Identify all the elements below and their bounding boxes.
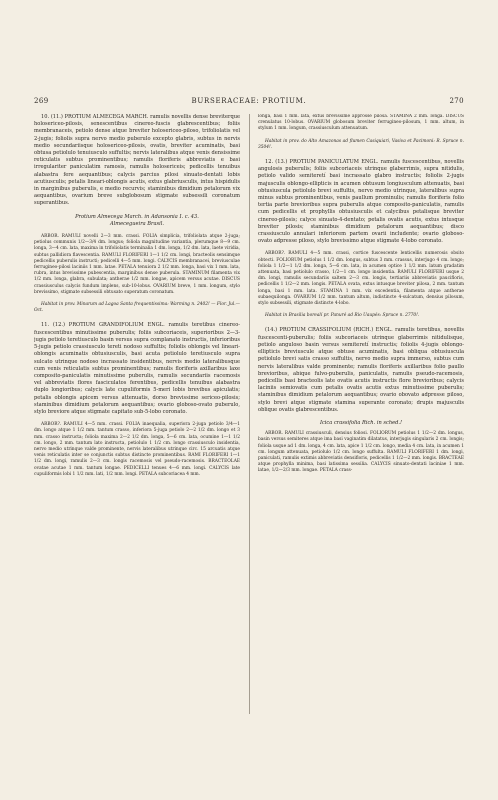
left-column (34, 114, 240, 774)
species-14-synonym: Icica crassifolia Rich. in sched.! (319, 419, 403, 426)
running-header (34, 97, 464, 109)
species-11-diagnosis: 11. (12.) PROTIUM GRANDIFOLIUM ENGL. ramulis teretibus cinereo-fuscescentibus minutissime puberulis; foliis subcoriaceis, superioribus 2—3-jugis petiolo teretiusculo basin versus supra complanato instructis, inferioribus 5-jugis petiolo crassiusculo tereti nodoso suffultis; foliolis oblongis vel lineari-oblongis acuminatis obtusiusculis, basi acuta petiolulo teretiusculo supra sulcato utrinque nodoso incrassato insidentibus, nervis medio lateralibusque cum venis reticulatis subtus prominentibus; ramulis floriferis axillaribus laxe composito-paniculatis minutissime puberulis, ramulis secundariis racemosis vel abbreviatis flores fasciculatos ferentibus, pedicellis tenuibus alabastra duplo longioribus; calycis late cupuliformis 5-meri lobis brevibus apiculatis; petalis oblongis apicem versus attenuatis, dorso brevissime sericeo-pilosis; staminibus dimidium petalorum aequantibus; ovario globoso-ovato puberulo, stylo breviore atque stigmate capitato sub-5-lobo coronato. (34, 322, 240, 415)
species-11-habitat: Habitat in prov. do Alto Amazonas ad flumen Casiquiari, Vasiva et Pacimoni: R. Spruce n. 3504!. (258, 138, 464, 150)
page-number-left: 269 (34, 97, 49, 105)
species-10-description: ARBOR. RAMULI novelli 2—3 mm. crassi. FOLIA simplicia, trifoliolata atque 2-juga; petiolus communis 1/2—3/4 dm. longus; foliola magnitudine variantia, plerumque 8—9 cm. longa, 3—4 cm. lata, maxima in trifoliolatis terminalia 1 dm. longa, 1/2 dm. lata, laete viridia, subtus pallidiora flavescentia. RAMULI FLORIFERI 1—1 1/2 cm. longi, bracteolis sensimque pedicellis puberulis instructi; pedicelli 4—5 mm. longi. CALYCIS membranacei, breviusculae ferrugineo-pilosi laciniis 1 mm. latae. PETALA tenuiora 2 1/2 mm. longa, basi vix 1 mm. lata, rubra, intus brevissime pubescentia, marginibus dense puberula. STAMINUM filamenta vix 1/2 mm. longa, glabra, subulata; antherae 1/2 mm. longae, apicem versus acutae. DISCUS crassiusculus calycis fundum implens, sub-10-lobus. OVARIUM breve, 1 mm. longum, stylo brevissimo, stigmate subsessili obtusato superatum coronatum. (34, 234, 240, 295)
species-10-habitat: Habitat in prov. Minarum ad Lagoa Santa frequentissima: Warming n. 2402! — Flor. Jul.—Oct. (34, 302, 240, 314)
page-number-right: 270 (449, 97, 464, 105)
species-10-synonym: Protium Almecega March. in Adansonia I. c. 43. (75, 213, 199, 220)
species-14-diagnosis: (14.) PROTIUM CRASSIFOLIUM (RICH.) ENGL. ramulis teretibus, novellis fuscescenti-puberulis; foliis subcoriaceis utrinque glaberrimis nitidulisque, petiolo angulosо basin versus semiteretí instructis; foliolis 4-jugis oblongo-ellipticis breviusculе atque obtuse acuminatis, basi obliqua obtusiuscula petiolulo brevi satis crasso suffultis, nervo medio supra immerso, subtus cum nervis lateralibus valde prominente; ramulis floriferis axillaribus folio paullo brevioribus, abique fulvo-puberulis, paniculatis, ramulis pseudo-racemosis, pedicellis basi bracteolis late ovatis acutis instructis flore brevioribus; calycis laciniis semiovatis cum petalis ovatis acutis extus minutissime puberulis; staminibus dimidium petalorum aequantibus; ovario obovato adpresse piloso, stylo brevi atque stigmate stamina superante coronato; drupis majusculis oblique ovatis glabrescentibus. (258, 327, 464, 413)
species-11-description: ARBOR?. RAMULI 4—5 mm. crassi. FOLIA inaequalia, superiora 2-juga petiolo 3/4—1 dm. longo atque 1 1/2 mm. tantum crasso, inferiora 5-juga petiolo 2—2 1/2 dm. longo et 3 mm. crasso instructa; foliola maxima 2—2 1/2 dm. longa, 5—6 cm. lata, ocumine 1—1 1/2 cm. longo, 2 mm. tantum lato instructa, petiolulo 1 1/2 cm. longo crassiusculo insidentia, nervo medio utrinque valde prominente, nervis lateralibus utrinque circ. 15 arcuatis atque venis reticulatis inter se conjunctis subtus distincte prominentibus. RAMI FLORIFERI 1—1 1/2 dm. longi, ramulis 2—3 cm. longis racemosis vel pseudo-racemosis. BRACTEOLAE ovatae acutae 1 mm. tantum longae. PEDICELLI tenues 4—6 mm. longi. CALYCIS late cupuliformis lobi 1 1/2 mm. lati, 1/2 mm. longi. PETALA subcoriacea 4 mm. (34, 422, 240, 477)
species-12-description: ARBOR?. RAMULI 4—5 mm. crassi, cortice fuscescente lenticellis numerosis obsito obtecti. FOLIORUM petiolus 1 1/2 dm. longus, subtus 3 mm. crassus, interjugo 4 cm. longo; foliola 1 1/2—1 1/2 dm. longa, 5—6 cm. lata, in acumen optice 1 1/2 mm. latum gradatim attenuata, basi petiolulo crasso, 1/2—1 cm. longo insidentia. RAMULI FLORIFERI usque 2 dm. longi, ramulis secundariis saltem 2—3 cm. longis, tertiariis abbreviatis paucifloris, pedicellis 1 1/2—2 mm. longis. PETALA ovata, extus intusque breviter pilosa, 2 mm. tantum longa, basi 1 mm. lata. STAMINA 1 mm. vix excedentia, filamenta atque antherae subaequilonga. OVARIUM 1/2 mm. tantum altum, indistincte 4-sulcatum, densius pilosum, stylo subsessili, stigmate distincte 4-lobo. (258, 251, 464, 307)
species-12-habitat: Habitat in Brasilia borealí pr. Panuré ad Rio Uaupés: Spruce n. 2770!. (265, 313, 420, 319)
running-title: BURSERACEAE: PROTIUM. (191, 97, 307, 105)
species-12-diagnosis: 12. (13.) PROTIUM PANICULATUM ENGL. ramulis fuscescentibus, novellis angulosis puberulis; foliis subcoriaceis utrinque glaberrimis, supra nitidulis, petiolo valido semiteretí basi incrassato glabro instructis; foliolis 2-jugis majusculis oblongo-ellipticis in acumen obtusum longiusculum attenuatis, basi obtusiuscula petiolulo brevi suffultis, nervo medio utrinque, lateralibus supra minus subtus prominentibus, venis paullum prominulis; ramulis floriferis folio tertia parte brevioribus supra puberulis atque composito-paniculatis, ramulis cum pedicellis et prophyllis obtusiusculis et calycibus petalisque breviter cinereo-pilosis; calyce sinuato-4-dentato; petalis ovatis acutis, extus intusque breviter pilosis; staminibus dimidium petalorum aequantibus; disco crassiusculo annulari inferiorem partem ovarii includente; ovario globoso-ovato adpresse piloso, stylo brevissimo atque stigmate 4-lobo coronato. (258, 159, 464, 245)
species-14-description: ARBOR. RAMULI crassiusculi, densius foliosi. FOLIORUM petiolus 1 1/2—2 dm. longus, basin versus semiteres atque ima basi vaginatim dilatatus, interjugis singularis 2 cm. longis; foliola usque ad 1 dm. longa, 4 cm. lata, apice 1 1/2 cm. longo, media 4 cm. lata, in acumen 1 cm. longum attenuata, petiolulo 1/2 cm. longo suffulta. RAMULI FLORIFERI 1 dm. longi, paniculati, ramulis extimis abbreviatis densifloris, pedicellis 1 1/2—2 mm. longis. BRACTEAE atque prophylla minima, basi latissima sessilia. CALYCIS sinuato-dentati laciniae 1 mm. latae, 1/2—2/3 mm. longae. PETALA crass- (258, 431, 464, 474)
species-11-description-continued: longa, basi 1 mm. lata, extus brevissime approsse pilosa. STAMINA 2 mm. longa. DISCUS crenulatus 10-lobus. OVARIUM globosum breviter ferrugineo-pilosum, 1 mm. altum, in stylum 1 mm. longum, crassiusculum attenuatum. (258, 114, 464, 132)
species-10-vernacular: Almecegueira Brasil. (109, 220, 164, 227)
species-10-diagnosis: 10. (11.) PROTIUM ALMECEGA MARCH. ramulis novellis dense breviterque holosericeo-pilosis, senescentibus cinereo-fuscis glabrescentibus; foliis membranaceis, petiolo dense atque breviter holosericeo-piloso, trifoliolatis vel 2-jugis; foliolis supra nervo medio puberulo excepto glabris, subtus in nervis medio secundariisque holosericeo-pilosis, ovatis, breviter acuminatis, basi obtusa petiolulo tenuiusculo suffultis; nervis lateralibus atque venis densissime reticulatis subtus prominentibus; ramulis floriferis abbreviatis e basi irregulariter paniculatim ramosis, ramulis holosericeis; pedicellis tenuibus alabastra fere aequantibus; calycis parcius pilosi sinuato-dentati lobis acutiusculis; petalis lineari-oblongis acutis, extus glabriusculis, intus hispidulis in marginibus puberulis, e medio recurvis; staminibus dimidium petalorum vix aequantibus, ovarium breve subglobosum stigmate subsessili coronatum superantibus. (34, 114, 240, 207)
column-divider (249, 114, 250, 714)
right-column (258, 114, 464, 774)
